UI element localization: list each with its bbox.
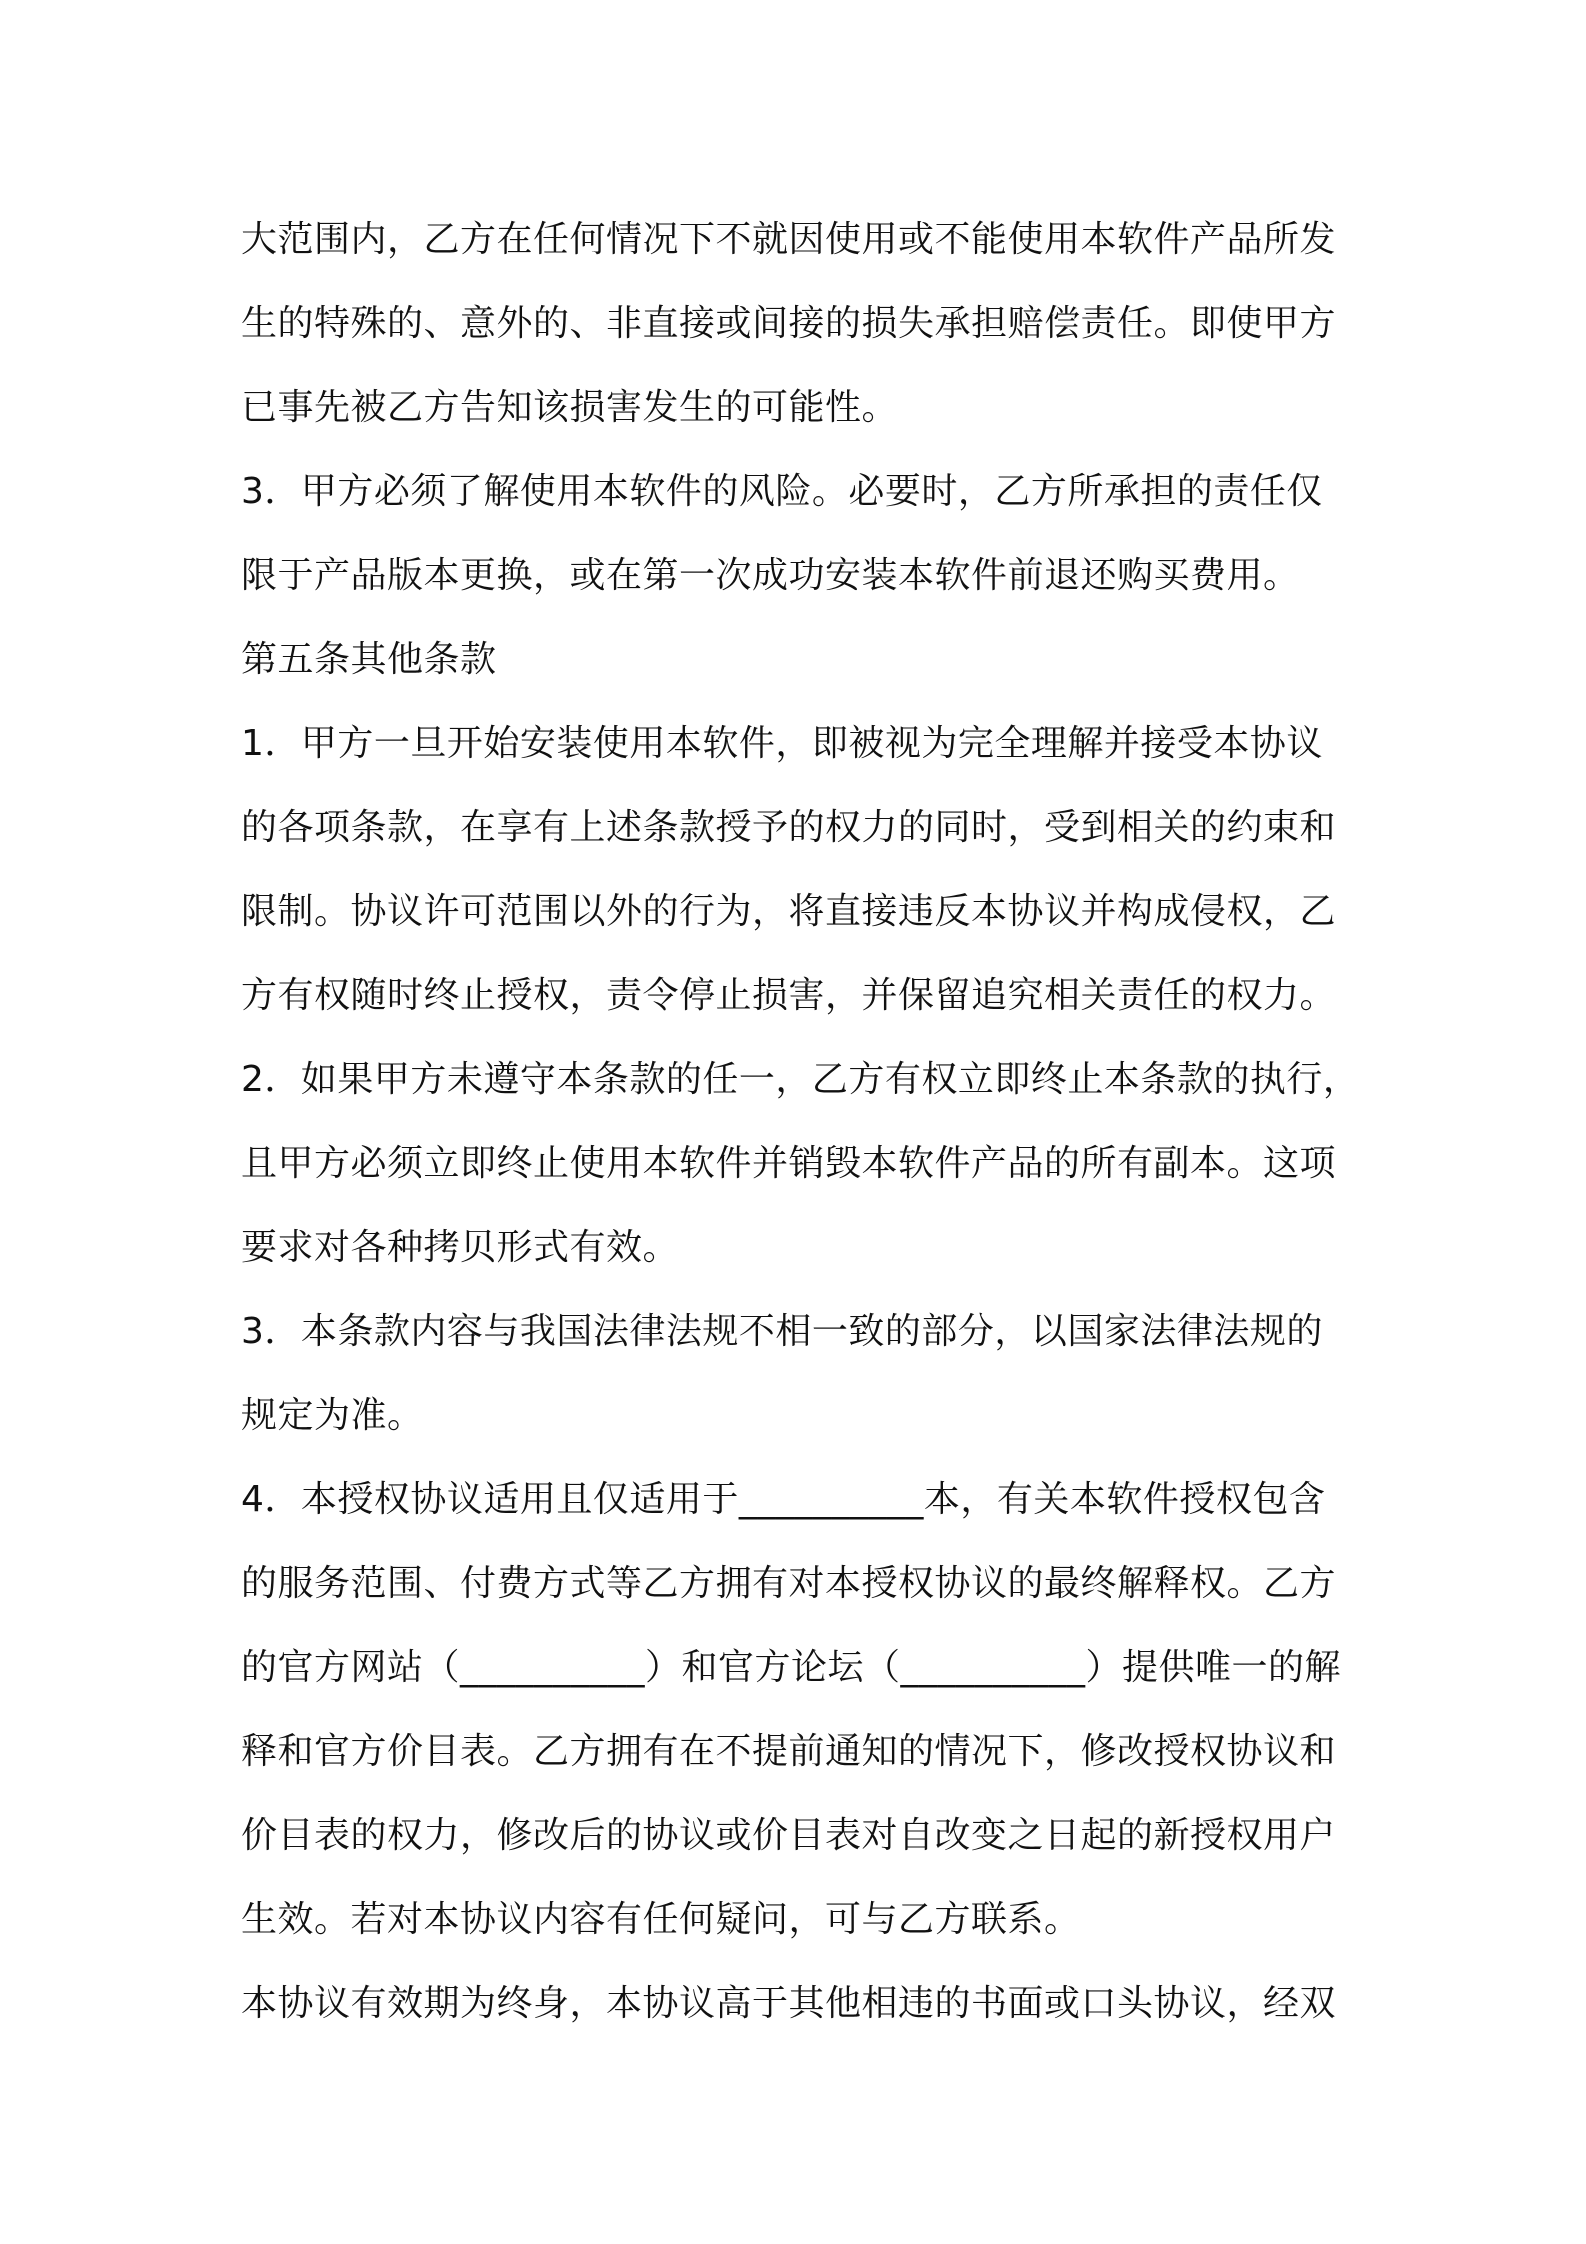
text-line: 1．甲方一旦开始安装使用本软件，即被视为完全理解并接受本协议: [241, 723, 1323, 764]
text-line: 的各项条款，在享有上述条款授予的权力的同时，受到相关的约束和: [241, 807, 1337, 848]
text-line: 限于产品版本更换，或在第一次成功安装本软件前退还购买费用。: [241, 555, 1300, 596]
text-line: 3．本条款内容与我国法律法规不相一致的部分，以国家法律法规的: [241, 1311, 1323, 1352]
text-line: 限制。协议许可范围以外的行为，将直接违反本协议并构成侵权，乙: [241, 891, 1337, 932]
text-line: 本协议有效期为终身，本协议高于其他相违的书面或口头协议，经双: [241, 1983, 1337, 2024]
text-line: 要求对各种拷贝形式有效。: [241, 1227, 680, 1268]
text-line: 大范围内，乙方在任何情况下不就因使用或不能使用本软件产品所发: [241, 219, 1337, 260]
text-line: 规定为准。: [241, 1395, 424, 1436]
text-line: 已事先被乙方告知该损害发生的可能性。: [241, 387, 899, 428]
text-line: 2．如果甲方未遵守本条款的任一，乙方有权立即终止本条款的执行，: [241, 1059, 1360, 1100]
text-line: 释和官方价目表。乙方拥有在不提前通知的情况下，修改授权协议和: [241, 1731, 1337, 1772]
section-heading: 第五条其他条款: [241, 639, 497, 680]
text-line: 生的特殊的、意外的、非直接或间接的损失承担赔偿责任。即使甲方: [241, 303, 1337, 344]
text-line: 4．本授权协议适用且仅适用于__________本，有关本软件授权包含: [241, 1479, 1326, 1520]
document-body: [241, 198, 1361, 2046]
text-line: 价目表的权力，修改后的协议或价目表对自改变之日起的新授权用户: [241, 1815, 1337, 1856]
text-line: 方有权随时终止授权，责令停止损害，并保留追究相关责任的权力。: [241, 975, 1337, 1016]
text-line: 且甲方必须立即终止使用本软件并销毁本软件产品的所有副本。这项: [241, 1143, 1337, 1184]
text-line: 的官方网站（__________）和官方论坛（__________）提供唯一的解: [241, 1647, 1342, 1688]
text-line: 3．甲方必须了解使用本软件的风险。必要时，乙方所承担的责任仅: [241, 471, 1323, 512]
text-line: 的服务范围、付费方式等乙方拥有对本授权协议的最终解释权。乙方: [241, 1563, 1337, 1604]
text-line: 生效。若对本协议内容有任何疑问，可与乙方联系。: [241, 1899, 1081, 1940]
